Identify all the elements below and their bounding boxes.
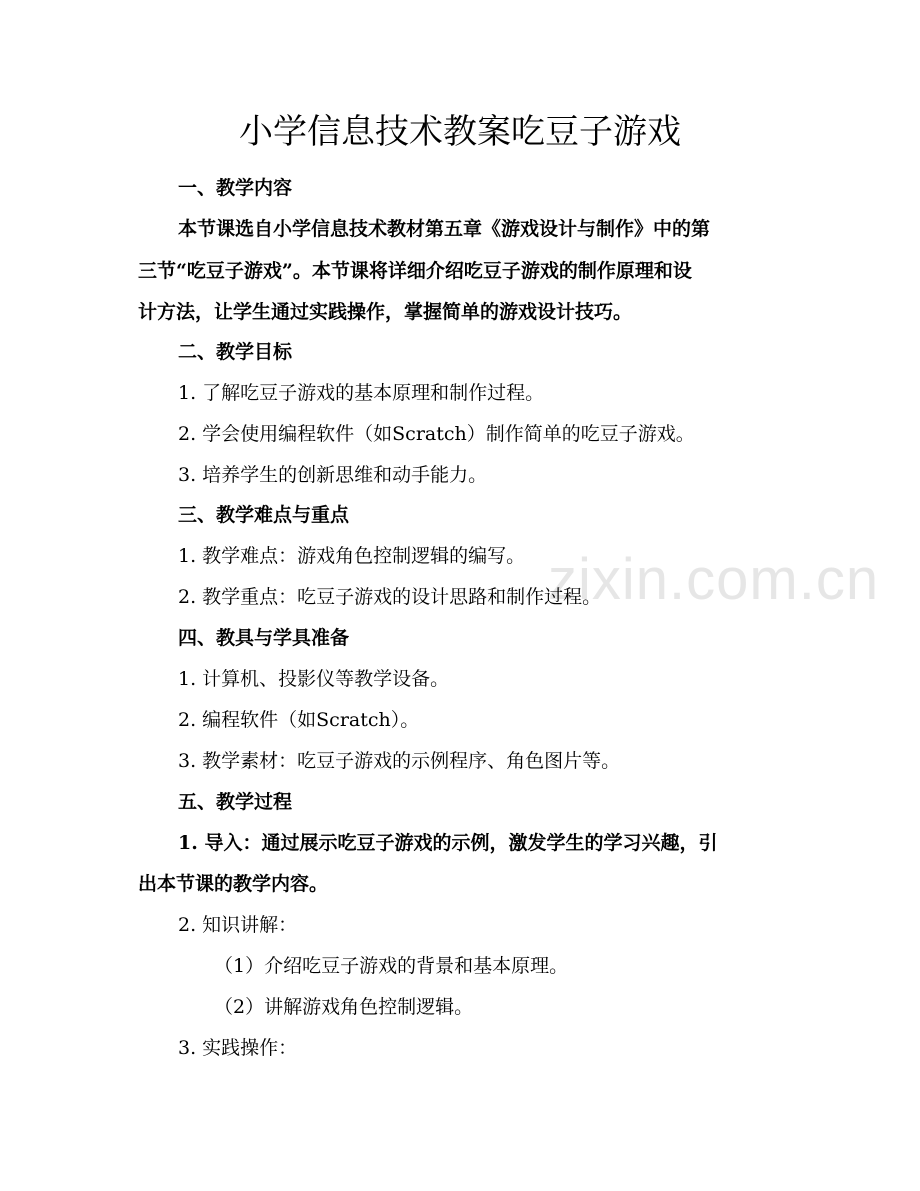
list-item: 2. 教学重点：吃豆子游戏的设计思路和制作过程。 [178, 586, 602, 608]
list-item: 1. 了解吃豆子游戏的基本原理和制作过程。 [178, 382, 545, 404]
section-heading-objectives: 二、教学目标 [178, 341, 293, 363]
list-item: 2. 知识讲解： [178, 914, 298, 936]
sub-list-item: （1）介绍吃豆子游戏的背景和基本原理。 [214, 955, 569, 977]
list-item: 1. 计算机、投影仪等教学设备。 [178, 668, 450, 690]
list-item: 2. 编程软件（如Scratch）。 [178, 709, 420, 731]
sub-list-item: （2）讲解游戏角色控制逻辑。 [214, 996, 474, 1018]
paragraph-line: 1. 导入：通过展示吃豆子游戏的示例，激发学生的学习兴趣，引 [178, 832, 718, 854]
paragraph-line: 出本节课的教学内容。 [138, 873, 329, 895]
watermark: zixin.com.cn [548, 547, 880, 612]
list-item: 3. 培养学生的创新思维和动手能力。 [178, 464, 488, 486]
section-heading-materials: 四、教具与学具准备 [178, 627, 350, 649]
paragraph-line: 本节课选自小学信息技术教材第五章《游戏设计与制作》中的第 [178, 218, 711, 240]
list-item: 1. 教学难点：游戏角色控制逻辑的编写。 [178, 545, 526, 567]
paragraph-line: 三节“吃豆子游戏”。本节课将详细介绍吃豆子游戏的制作原理和设 [138, 260, 692, 282]
section-heading-content: 一、教学内容 [178, 177, 293, 199]
section-heading-difficulties: 三、教学难点与重点 [178, 504, 350, 526]
section-heading-process: 五、教学过程 [178, 791, 293, 813]
list-item: 3. 实践操作： [178, 1037, 298, 1059]
page-title: 小学信息技术教案吃豆子游戏 [239, 112, 681, 152]
paragraph-line: 计方法，让学生通过实践操作，掌握简单的游戏设计技巧。 [138, 301, 633, 323]
list-item: 3. 教学素材：吃豆子游戏的示例程序、角色图片等。 [178, 750, 621, 772]
list-item: 2. 学会使用编程软件（如Scratch）制作简单的吃豆子游戏。 [178, 423, 695, 445]
